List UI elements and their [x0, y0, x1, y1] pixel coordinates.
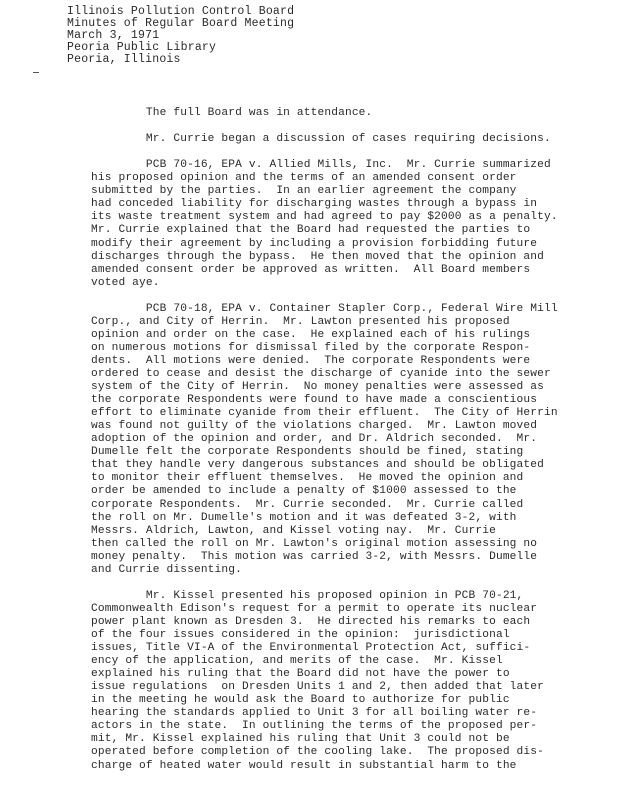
body-line: ordered to cease and desist the discharge of cyanide into the sewer — [91, 368, 551, 380]
body-line: Mr. Currie began a discussion of cases requiring decisions. — [91, 133, 551, 146]
body-line: issues, Title VI-A of the Environmental Protection Act, suffici- — [91, 642, 531, 655]
body-line: mit, Mr. Kissel explained his ruling that Unit 3 could not be — [91, 733, 510, 746]
body-line: Mr. Currie explained that the Board had requested the parties to — [91, 224, 531, 237]
body-line: hearing the standards applied to Unit 3 for all boiling water re- — [91, 707, 538, 720]
body-line: its waste treatment system and had agreed to pay $2000 as a penalty. — [91, 211, 558, 224]
body-line: voted aye. — [91, 276, 160, 289]
body-line: and Currie dissenting. — [91, 563, 242, 576]
body-line: ency of the application, and merits of the case. Mr. Kissel — [91, 655, 503, 668]
body-line: his proposed opinion and the terms of an amended consent order — [91, 172, 517, 185]
header-line: March 3, 1971 — [67, 29, 160, 42]
body-line: actors in the state. In outlining the terms of the proposed per- — [91, 720, 538, 733]
body-line: issue regulations on Dresden Units 1 and 2, then added that later — [91, 681, 544, 694]
body-line: charge of heated water would result in substantial harm to the — [91, 759, 517, 772]
body-line: PCB 70-18, EPA v. Container Stapler Corp., Federal Wire Mill — [91, 302, 558, 315]
body-line: then called the roll on Mr. Lawton's original motion assessing no — [91, 537, 538, 550]
body-line: PCB 70-16, EPA v. Allied Mills, Inc. Mr. Currie summarized — [91, 159, 551, 172]
body-line: The full Board was in attendance. — [91, 107, 373, 119]
body-line: in the meeting he would ask the Board to authorize for public — [91, 694, 510, 707]
body-line: Mr. Kissel presented his proposed opinion in PCB 70-21, — [91, 589, 524, 602]
body-line: of the four issues considered in the opinion: jurisdictional — [91, 629, 510, 641]
body-line: submitted by the parties. In an earlier agreement the company — [91, 185, 517, 198]
body-line: discharges through the bypass. He then moved that the opinion and — [91, 250, 544, 263]
body-line: Corp., and City of Herrin. Mr. Lawton presented his proposed — [91, 315, 510, 328]
header-line: Illinois Pollution Control Board — [67, 5, 295, 18]
body-line: opinion and order on the case. He explained each of his rulings — [91, 328, 531, 341]
body-line: on numerous motions for dismissal filed by the corporate Respon- — [91, 341, 531, 354]
body-line: modify their agreement by including a provision forbidding future — [91, 237, 538, 250]
header-line: Minutes of Regular Board Meeting — [67, 17, 295, 30]
body-line: Messrs. Aldrich, Lawton, and Kissel voting nay. Mr. Currie — [91, 524, 496, 537]
header-line: Peoria Public Library — [67, 41, 217, 54]
body-line: corporate Respondents. Mr. Currie seconded. Mr. Currie called — [91, 498, 524, 511]
body-line: Commonwealth Edison's request for a permit to operate its nuclear — [91, 602, 538, 615]
body-line: the corporate Respondents were found to have made a conscientious — [91, 394, 538, 407]
body-line: the roll on Mr. Dumelle's motion and it was defeated 3-2, with — [91, 511, 517, 524]
body-line: amended consent order be approved as written. All Board members — [91, 263, 531, 276]
body-line: money penalty. This motion was carried 3-2, with Messrs. Dumelle — [91, 550, 538, 563]
body-line: adoption of the opinion and order, and Dr. Aldrich seconded. Mr. — [91, 433, 538, 446]
body-line: explained his ruling that the Board did not have the power to — [91, 668, 510, 681]
body-line: Dumelle felt the corporate Respondents should be fined, stating — [91, 446, 524, 459]
body-line: was found not guilty of the violations charged. Mr. Lawton moved — [91, 420, 538, 433]
body-line: system of the City of Herrin. No money penalties were assessed as — [91, 381, 544, 394]
body-line: that they handle very dangerous substances and should be obligated — [91, 459, 544, 472]
body-line: had conceded liability for discharging wastes through a bypass in — [91, 198, 538, 211]
body-line: order be amended to include a penalty of $1000 assessed to the — [91, 485, 517, 498]
body-line: effort to eliminate cyanide from their effluent. The City of Herrin — [91, 407, 558, 420]
header-line: Peoria, Illinois — [67, 53, 181, 66]
body-line: operated before completion of the cooling lake. The proposed dis- — [91, 746, 544, 759]
body-line: to monitor their effluent themselves. He moved the opinion and — [91, 472, 524, 485]
body-line: power plant known as Dresden 3. He directed his remarks to each — [91, 615, 531, 628]
margin-mark — [33, 72, 39, 73]
body-line: dents. All motions were denied. The corporate Respondents were — [91, 354, 531, 367]
